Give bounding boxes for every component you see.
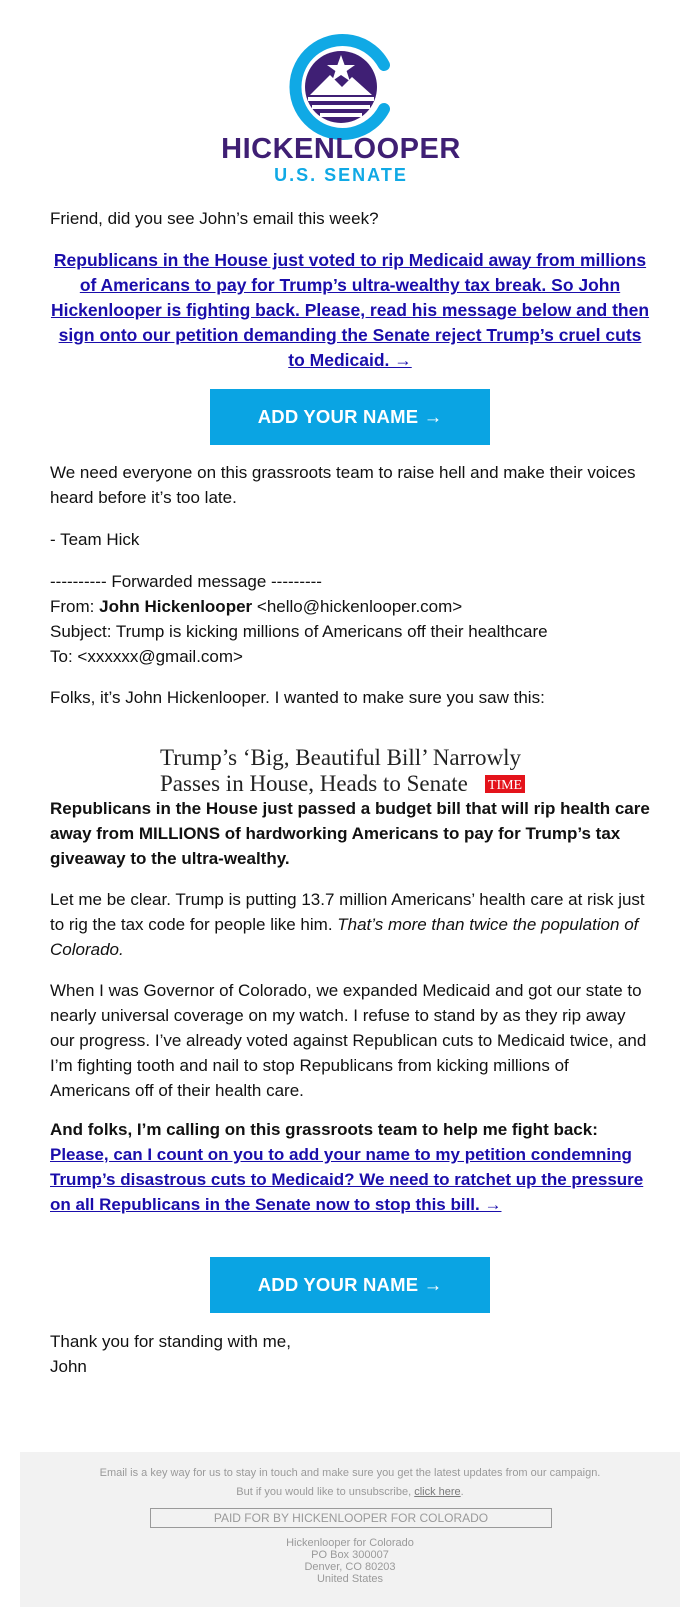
paragraph-2 <box>50 887 650 962</box>
add-your-name-button-top[interactable]: ADD YOUR NAME → <box>210 389 490 445</box>
paid-for-disclaimer: PAID FOR BY HICKENLOOPER FOR COLORADO <box>150 1508 552 1528</box>
footer-note: Email is a key way for us to stay in touch and make sure you get the latest updates from our campaign. But if you would like to unsubscribe, click here. <box>99 1467 601 1498</box>
address-line-3: Denver, CO 80203 <box>304 1561 396 1573</box>
hickenlooper-logo <box>0 25 700 190</box>
address-line-1: Hickenlooper for Colorado <box>286 1537 414 1549</box>
headline-line-1: Trump’s ‘Big, Beautiful Bill’ Narrowly <box>160 745 521 770</box>
address-line-2: PO Box 300007 <box>311 1549 389 1561</box>
unsubscribe-link[interactable]: click here <box>414 1486 461 1498</box>
forwarded-block <box>50 569 650 669</box>
para2-plain: Let me be clear. Trump is putting 13.7 million Americans’ health care at risk just to rig the tax code for people like him. <box>50 890 645 934</box>
news-headline-image[interactable] <box>160 743 540 801</box>
forward-header: ---------- Forwarded message --------- <box>50 572 322 591</box>
bold-para-caps: MILLIONS <box>138 824 221 843</box>
closing <box>50 1329 650 1379</box>
address-line-4: United States <box>316 1573 384 1585</box>
signature-name: John <box>50 1357 87 1376</box>
brand-name: HICKENLOOPER <box>221 133 461 165</box>
intro-paragraph: We need everyone on this grassroots team to raise hell and make their voices heard before it’s too late. <box>50 463 636 507</box>
add-your-name-button-bottom[interactable]: ADD YOUR NAME → <box>210 1257 490 1313</box>
brand-subtitle: U.S. SENATE <box>274 165 408 185</box>
bold-para-part-2: of hardworking Americans to pay for Trump’s tax giveaway to the ultra-wealthy. <box>50 824 621 868</box>
from-label: From: <box>50 597 95 616</box>
greeting: Friend, did you see John’s email this week? <box>50 209 379 228</box>
top-petition-link[interactable]: Republicans in the House just voted to rip Medicaid away from millions of Americans to pay for Trump’s ultra-wealthy tax break. So John Hickenlooper is fighting back. Please, read his message below and then sign onto our petition demanding the Senate reject Trump’s cruel cuts to Medicaid. → <box>50 250 650 370</box>
bold-para-part-1: Republicans in the House just passed a budget bill that will rip health care away from <box>50 799 650 843</box>
opening-line: Folks, it’s John Hickenlooper. I wanted to make sure you saw this: <box>50 688 545 707</box>
from-name: John Hickenlooper <box>99 597 253 616</box>
footer-note-text: Email is a key way for us to stay in touch and make sure you get the latest updates from our campaign. But if you would like to unsubscribe, <box>99 1467 601 1498</box>
forward-subject: Subject: Trump is kicking millions of Americans off their healthcare <box>50 622 548 641</box>
thanks-line: Thank you for standing with me, <box>50 1332 291 1351</box>
forward-from <box>50 594 650 619</box>
para2-italic: That’s more than twice the population of Colorado. <box>50 915 639 959</box>
bold-paragraph <box>50 796 650 871</box>
time-logo: TIME <box>487 778 523 793</box>
ask-bold-line: And folks, I’m calling on this grassroots team to help me fight back: <box>50 1120 598 1139</box>
email-footer <box>20 1452 680 1607</box>
headline-line-2: Passes in House, Heads to Senate <box>160 771 468 796</box>
paragraph-3: When I was Governor of Colorado, we expanded Medicaid and got our state to nearly universal coverage on my watch. I refuse to stand by as they rip away our progress. I’ve already voted against Republican cuts to Medicaid twice, and I’m fighting tooth and nail to stop Republicans from kicking millions of Americans off of their health care. <box>50 981 647 1100</box>
ask-block <box>50 1117 650 1217</box>
forward-to: To: <xxxxxx@gmail.com> <box>50 647 243 666</box>
team-signoff: - Team Hick <box>50 530 140 549</box>
petition-link[interactable]: Please, can I count on you to add your name to my petition condemning Trump’s disastrous cuts to Medicaid? We need to ratchet up the pressure on all Republicans in the Senate now to stop this bill. → <box>50 1145 644 1214</box>
from-email: <hello@hickenlooper.com> <box>256 597 463 616</box>
